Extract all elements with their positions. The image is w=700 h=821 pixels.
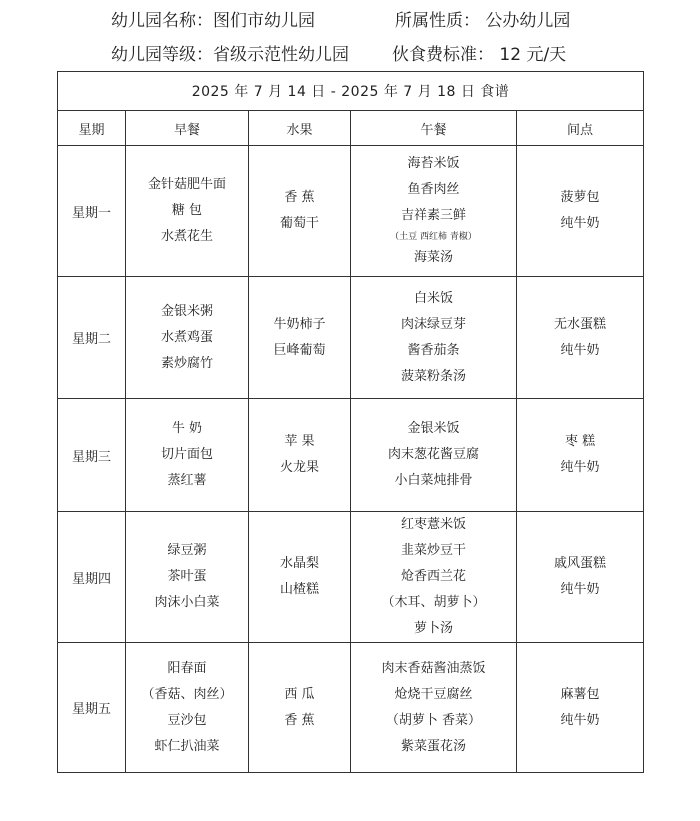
fruit-cell [249,399,351,512]
lunch-item: 鱼香肉丝 [407,182,460,197]
snack-item: 戚风蛋糕 [554,556,607,571]
lunch-item: 红枣薏米饭 [400,517,466,532]
lunch-item: 肉末香菇酱油蒸饭 [381,660,486,676]
breakfast-cell [126,643,249,773]
breakfast-item: 金银米粥 [160,303,213,319]
breakfast-item: 肉沫小白菜 [154,595,220,610]
lunch-cell [351,399,517,512]
lunch-item: 白米饭 [413,290,453,306]
lunch-item: 酱香茄条 [407,342,460,358]
day-cell: 星期一 [58,146,126,277]
day-cell: 星期四 [58,512,126,643]
fruit-item: 苹 果 [284,434,315,449]
snack-item: 纯牛奶 [560,460,600,475]
menu-title: 2025 年 7 月 14 日 - 2025 年 7 月 18 日 食谱 [58,72,644,111]
snack-item: 纯牛奶 [560,342,600,358]
lunch-item: 吉祥素三鲜 [400,208,466,223]
fruit-item: 西 瓜 [284,686,315,702]
lunch-cell [351,512,517,643]
column-header-breakfast: 早餐 [126,111,249,146]
snack-item: 枣 糕 [564,434,596,449]
day-cell: 星期五 [58,643,126,773]
breakfast-item: 阳春面 [167,660,207,676]
lunch-item: （胡萝卜 香菜） [385,712,482,728]
snack-item: 纯牛奶 [560,216,600,231]
fruit-item: 香 蕉 [284,190,315,205]
lunch-item: 炝香西兰花 [400,569,466,584]
fruit-cell [249,512,351,643]
column-header-snack: 间点 [517,111,644,146]
column-header-row [58,111,644,146]
breakfast-item: 金针菇肥牛面 [147,177,226,192]
fruit-cell [249,277,351,399]
lunch-item: 金银米饭 [407,421,460,436]
snack-cell [517,512,644,643]
breakfast-item: 蒸红薯 [167,473,207,488]
table-row [58,277,644,399]
breakfast-item: 虾仁扒油菜 [154,738,220,754]
lunch-item: 菠菜粉条汤 [400,368,466,384]
breakfast-item: 茶叶蛋 [167,569,207,584]
table-row [58,399,644,512]
breakfast-cell [126,512,249,643]
lunch-item: 肉沫绿豆芽 [400,316,466,332]
lunch-item: 肉末葱花酱豆腐 [387,447,479,462]
snack-item: 菠萝包 [560,190,600,205]
fruit-item: 山楂糕 [279,582,319,597]
snack-item: 纯牛奶 [560,582,600,597]
lunch-cell [351,277,517,399]
fruit-item: 火龙果 [279,460,319,475]
snack-item: 纯牛奶 [560,712,600,728]
breakfast-item: 水煮花生 [160,229,213,244]
table-row [58,643,644,773]
lunch-cell [351,643,517,773]
snack-cell [517,277,644,399]
breakfast-cell [126,277,249,399]
snack-cell [517,146,644,277]
kindergarten-nature: 所属性质： 公办幼儿园 [395,11,571,31]
lunch-cell [351,146,517,277]
fruit-item: 牛奶柿子 [273,316,326,332]
weekly-menu-table [57,71,644,773]
lunch-item: 萝卜汤 [413,621,453,636]
meal-fee-standard: 伙食费标准： 12 元/天 [392,45,567,65]
column-header-lunch: 午餐 [351,111,517,146]
fruit-item: 香 蕉 [284,712,315,728]
snack-cell [517,643,644,773]
lunch-item: 炝烧干豆腐丝 [394,686,473,702]
fruit-item: 水晶梨 [279,556,319,571]
breakfast-cell [126,146,249,277]
kindergarten-grade: 幼儿园等级：省级示范性幼儿园 [111,45,349,65]
fruit-cell [249,146,351,277]
breakfast-item: 糖 包 [171,203,203,218]
lunch-item: （土豆 西红柿 青椒） [390,232,477,242]
table-row [58,512,644,643]
kindergarten-name: 幼儿园名称：图们市幼儿园 [111,11,315,31]
breakfast-item: 绿豆粥 [167,543,207,558]
fruit-item: 葡萄干 [279,216,319,231]
breakfast-item: 水煮鸡蛋 [160,329,213,345]
breakfast-item: 牛 奶 [171,421,203,436]
breakfast-cell [126,399,249,512]
snack-item: 无水蛋糕 [554,316,607,332]
snack-cell [517,399,644,512]
breakfast-item: 切片面包 [160,447,213,462]
breakfast-item: 豆沙包 [167,712,207,728]
snack-item: 麻薯包 [560,686,600,702]
day-cell: 星期二 [58,277,126,399]
table-row [58,146,644,277]
breakfast-item: （香菇、肉丝） [141,686,233,702]
lunch-item: 海苔米饭 [407,156,460,171]
day-cell: 星期三 [58,399,126,512]
lunch-item: 海菜汤 [413,250,453,265]
lunch-item: （木耳、胡萝卜） [381,595,486,610]
lunch-item: 小白菜炖排骨 [394,473,473,488]
fruit-cell [249,643,351,773]
fruit-item: 巨峰葡萄 [273,342,326,358]
column-header-day: 星期 [58,111,126,146]
lunch-item: 韭菜炒豆干 [400,543,466,558]
column-header-fruit: 水果 [249,111,351,146]
lunch-item: 紫菜蛋花汤 [400,738,466,754]
breakfast-item: 素炒腐竹 [160,355,213,371]
